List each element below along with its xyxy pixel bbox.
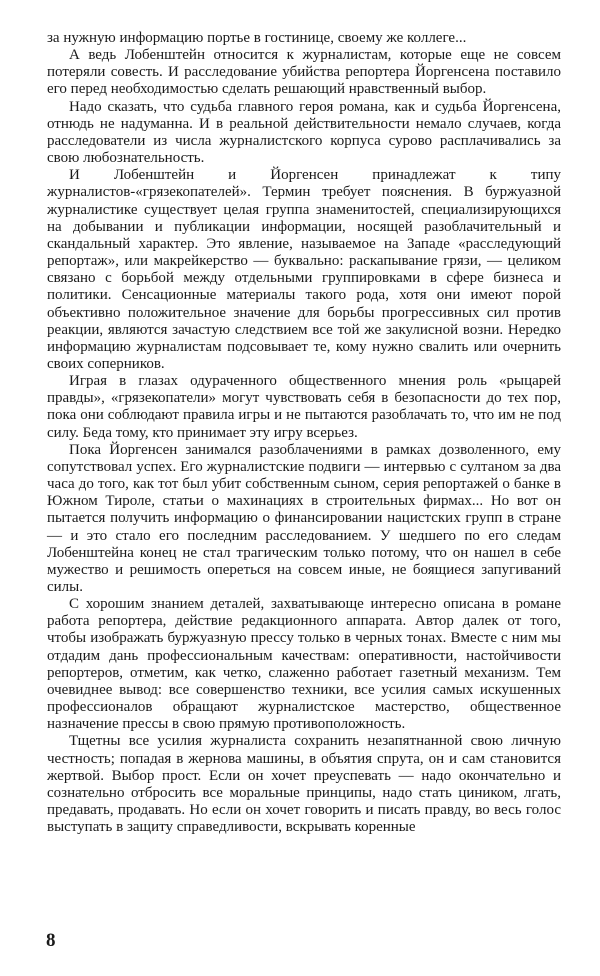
page-body xyxy=(47,30,561,836)
paragraph: С хорошим знанием деталей, захватывающе интересно описана в романе работа репортера, действие редакционного аппарата. Автор далек от того, чтобы изображать буржуазную прессу только в черных тонах. Вместе с ним мы отдадим дань профессиональным качествам: оперативности, настойчивости репортеров, отметим, как четко, слаженно работает газетный механизм. Тем очевиднее вывод: все совершенство техники, все усилия самых искушенных профессионалов обращают журналистское мастерство, общественное назначение прессы в свою прямую противоположность. xyxy=(47,596,561,733)
paragraph: Пока Йоргенсен занимался разоблачениями в рамках дозволенного, ему сопутствовал успех. Его журналистские подвиги — интервью с султаном за два часа до того, как тот был убит собственным сыном, серия репортажей о банке в Южном Тироле, статьи о махинациях в строительных фирмах... Но вот он пытается получить информацию о финансировании нацистских групп в стране — и это стало его последним расследованием. У шедшего по его следам Лобенштейна конец не стал трагическим только потому, что он нашел в себе мужество и решимость опереться на совсем иные, не боящиеся запугиваний силы. xyxy=(47,441,561,595)
paragraph: И Лобенштейн и Йоргенсен принадлежат к типу журналистов-«грязекопателей». Термин требует пояснения. В буржуазной журналистике существует целая группа знаменитостей, специализирующихся на добывании и публикации информации, носящей разоблачительный и скандальный характер. Это явление, называемое на Западе «расследующий репортаж», или макрейкерство — буквально: раскапывание грязи, — целиком связано с борьбой между отдельными группировками в сфере бизнеса и политики. Сенсационные материалы такого рода, хотя они имеют порой объективно положительное значение для борьбы прогрессивных сил против реакции, являются зачастую следствием все той же закулисной возни. Нередко информацию журналистам подсовывает те, кому нужно свалить или очернить своих соперников. xyxy=(47,167,561,372)
paragraph: Тщетны все усилия журналиста сохранить незапятнанной свою личную честность; попадая в жернова машины, в объятия спрута, он и сам становится жертвой. Выбор прост. Если он хочет преуспевать — надо окончательно и сознательно отбросить все моральные принципы, надо стать циником, лгать, предавать, продавать. Но если он хочет говорить и писать правду, во весь голос выступать в защиту справедливости, вскрывать коренные xyxy=(47,733,561,836)
paragraph-continued: за нужную информацию портье в гостинице, своему же коллеге... xyxy=(47,30,467,46)
paragraph: А ведь Лобенштейн относится к журналистам, которые еще не совсем потеряли совесть. И расследование убийства репортера Йоргенсена поставило его перед необходимостью сделать решающий нравственный выбор. xyxy=(47,47,561,98)
page-number: 8 xyxy=(46,930,56,951)
paragraph: Играя в глазах одураченного общественного мнения роль «рыцарей правды», «грязекопатели» могут чувствовать себя в безопасности до тех пор, пока они соблюдают правила игры и не пытаются разоблачать то, что им не под силу. Беда тому, кто принимает эту игру всерьез. xyxy=(47,373,561,441)
paragraph: Надо сказать, что судьба главного героя романа, как и судьба Йоргенсена, отнюдь не надуманна. И в реальной действительности немало случаев, когда расследователи из числа журналистского корпуса сурово расплачивались за свою любознательность. xyxy=(47,98,561,167)
